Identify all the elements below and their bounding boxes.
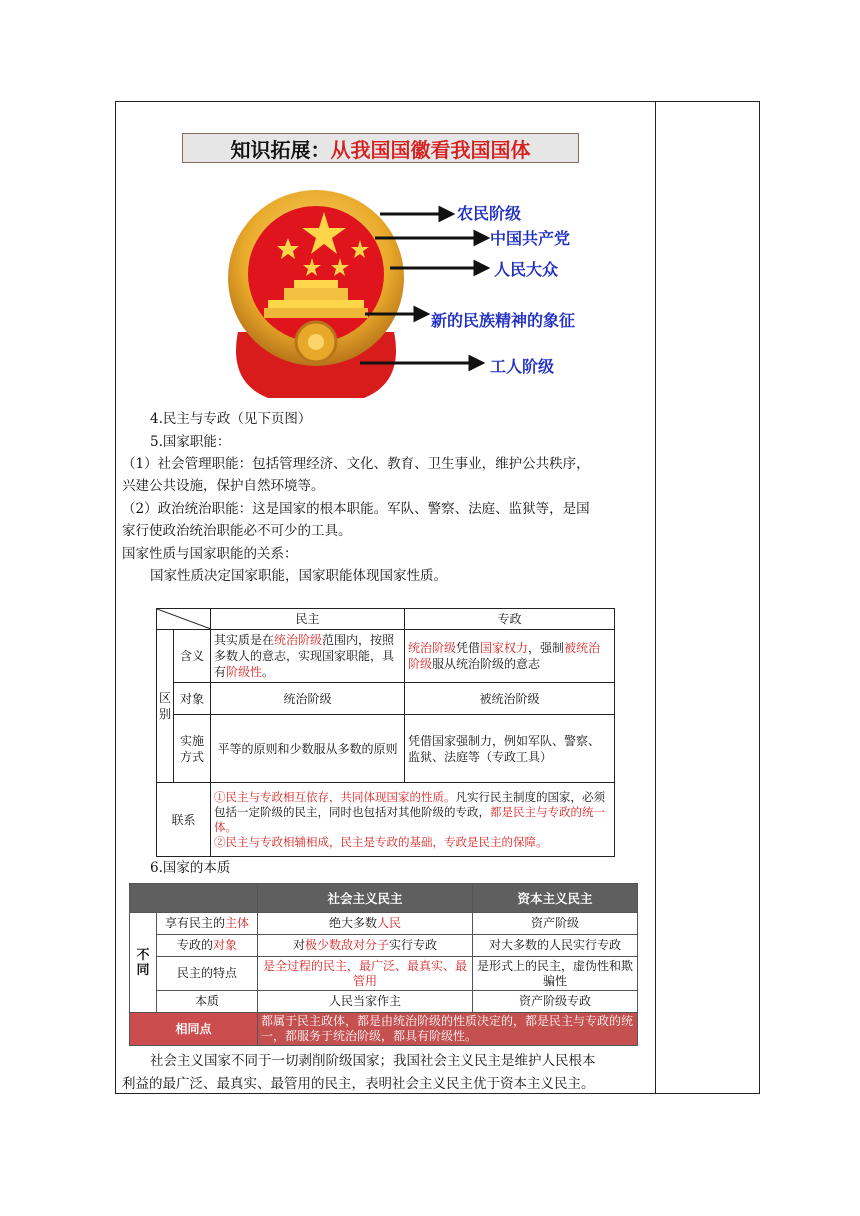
diagonal-header-cell	[157, 609, 211, 630]
group-label-butong: 不同	[130, 913, 157, 1013]
emblem-label-farmers: 农民阶级	[457, 204, 522, 223]
row-label: 专政的对象	[157, 935, 258, 957]
text-line: 利益的最广泛、最真实、最管用的民主，表明社会主义民主优于资本主义民主。	[122, 1076, 595, 1092]
column-divider	[655, 101, 656, 1094]
democracy-comparison-table	[129, 883, 638, 1046]
hanyi-zhuanzheng: 统治阶级凭借国家权力，强制被统治阶级服从统治阶级的意志	[405, 630, 615, 683]
text-line: 国家性质决定国家职能，国家职能体现国家性质。	[150, 568, 447, 584]
text-line: 家行使政治统治职能必不可少的工具。	[122, 523, 352, 539]
row-social: 人民当家作主	[258, 991, 473, 1013]
text-line: （1）社会管理职能：包括管理经济、文化、教育、卫生事业，维护公共秩序，	[122, 456, 590, 472]
row-social: 对极少数敌对分子实行专政	[258, 935, 473, 957]
emblem-label-workers: 工人阶级	[490, 357, 555, 376]
text-line: （2）政治统治职能：这是国家的根本职能。军队、警察、法庭、监狱等，是国	[122, 501, 590, 517]
text-line: 6.国家的本质	[150, 860, 231, 876]
emblem-label-spirit: 新的民族精神的象征	[431, 311, 576, 330]
row-social: 绝大多数人民	[258, 913, 473, 935]
emblem-arrows	[360, 200, 500, 375]
row-label-fangshi: 实施方式	[174, 715, 211, 783]
col-header-zhuanzheng: 专政	[405, 609, 615, 630]
row-capital: 是形式上的民主，虚伪性和欺骗性	[473, 957, 638, 991]
row-label: 享有民主的主体	[157, 913, 258, 935]
hanyi-minzhu: 其实质是在统治阶级范围内，按照多数人的意志，实现国家职能，具有阶级性。	[211, 630, 405, 683]
row-label: 民主的特点	[157, 957, 258, 991]
knowledge-banner	[182, 133, 579, 163]
duixiang-zhuanzheng: 被统治阶级	[405, 683, 615, 715]
text-line: 兴建公共设施，保护自然环境等。	[122, 478, 325, 494]
fangshi-minzhu: 平等的原则和少数服从多数的原则	[211, 715, 405, 783]
emblem-label-cpc: 中国共产党	[490, 229, 571, 248]
row-capital: 资产阶级专政	[473, 991, 638, 1013]
row-label-hanyi: 含义	[174, 630, 211, 683]
row-label: 本质	[157, 991, 258, 1013]
duixiang-minzhu: 统治阶级	[211, 683, 405, 715]
fangshi-zhuanzheng: 凭借国家强制力，例如军队、警察、监狱、法庭等（专政工具）	[405, 715, 615, 783]
democracy-dictatorship-table	[156, 608, 615, 857]
col-header-minzhu: 民主	[211, 609, 405, 630]
row-capital: 资产阶级	[473, 913, 638, 935]
text-line: 5.国家职能：	[150, 434, 231, 450]
same-label: 相同点	[130, 1013, 258, 1046]
row-label-duixiang: 对象	[174, 683, 211, 715]
header-blank	[130, 884, 258, 913]
group-label-qubie: 区别	[157, 630, 174, 783]
row-capital: 对大多数的人民实行专政	[473, 935, 638, 957]
header-capital: 资本主义民主	[473, 884, 638, 913]
row-label-lianxi: 联系	[157, 783, 211, 857]
text-line: 社会主义国家不同于一切剥削阶级国家；我国社会主义民主是维护人民根本	[150, 1053, 596, 1069]
banner-title: 从我国国徽看我国国体	[330, 137, 531, 162]
text-line: 4.民主与专政（见下页图）	[150, 411, 312, 427]
row-social: 是全过程的民主，最广泛、最真实、最管用	[258, 957, 473, 991]
lianxi-content: ①民主与专政相互依存，共同体现国家的性质。凡实行民主制度的国家，必须包括一定阶级的民主，同时也包括对其他阶级的专政，都是民主与专政的统一体。 ②民主与专政相辅相成，民主是专政的基础，专政是民主的保障。	[211, 783, 615, 857]
header-social: 社会主义民主	[258, 884, 473, 913]
banner-prefix: 知识拓展：	[230, 137, 331, 162]
emblem-label-people: 人民大众	[494, 260, 559, 279]
same-text: 都属于民主政体，都是由统治阶级的性质决定的，都是民主与专政的统一，都服务于统治阶级，都具有阶级性。	[258, 1013, 638, 1046]
text-line: 国家性质与国家职能的关系：	[122, 546, 298, 562]
